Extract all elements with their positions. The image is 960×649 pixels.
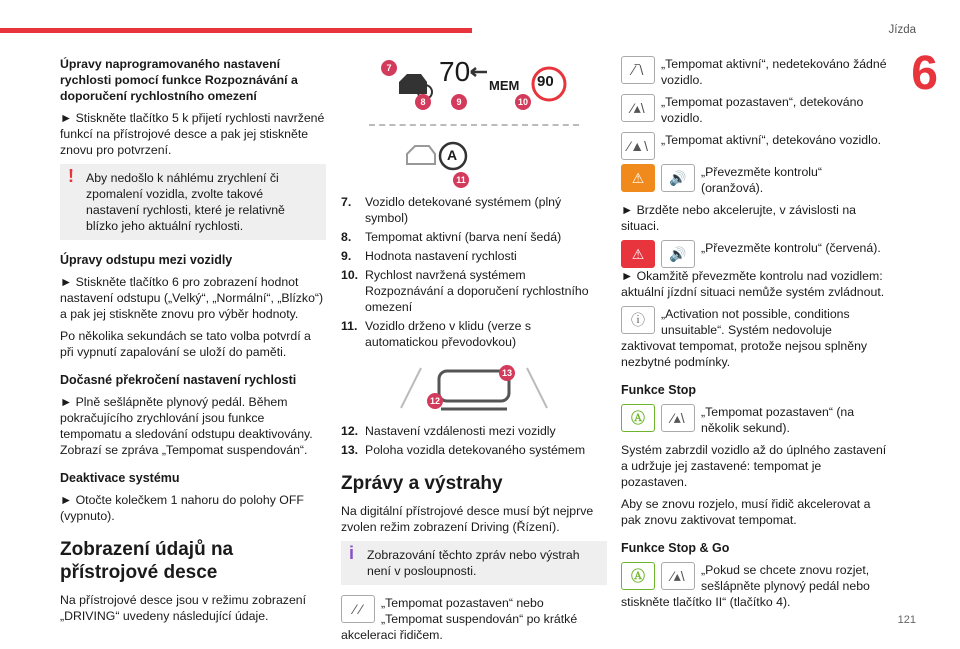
warning-text: Aby nedošlo k náhlému zrychlení či zpomalení vozidla, zvolte takové nastavení rychlosti, které je relativně blízko jeho aktuální rychlosti.: [86, 171, 285, 233]
heading-speed-adjust: Úpravy naprogramovaného nastavení rychlosti pomocí funkce Rozpoznávání a doporučení rychlostního omezení: [60, 57, 298, 103]
hold-icons: [341, 136, 607, 194]
paragraph: Aby se znovu rozjelo, musí řidič akcelerovat a pak znovu zaktivovat tempomat.: [621, 497, 871, 527]
paragraph: Na digitální přístrojové desce musí být nejprve zvolen režim zobrazení Driving (Řízení).: [341, 504, 594, 534]
paragraph: ► Otočte kolečkem 1 nahoru do polohy OFF (vypnuto).: [60, 493, 304, 523]
heading-temporary-overspeed: Dočasné překročení nastavení rychlosti: [60, 373, 297, 387]
divider: [369, 124, 579, 126]
legend-list-2: [341, 423, 607, 458]
hold-letter: A: [447, 147, 458, 163]
paragraph: ► Stiskněte tlačítko 5 k přijetí rychlosti navržené funkcí na přístrojové desce a pak jej stiskněte znovu pro potvrzení.: [60, 111, 325, 157]
heading-stop-go: Funkce Stop & Go: [621, 541, 730, 555]
column-3: [621, 56, 887, 616]
info-circle-icon: ⓘ: [621, 306, 655, 334]
speaker-icon: 🔊: [661, 240, 695, 268]
car-outline-icon: [407, 146, 435, 164]
limit-value: 90: [537, 73, 554, 90]
takeover-orange-icon: ⚠: [621, 164, 655, 192]
badge-9: 9: [451, 94, 467, 110]
badge-12: 12: [427, 393, 443, 409]
message-1: ⁄‾\ „Tempomat aktivní“, nedetekováno žádné vozidlo.: [621, 56, 887, 88]
message-paused: ⁄ ⁄ „Tempomat pozastaven“ nebo „Tempomat suspendován“ po krátké akceleraci řidičem.: [341, 596, 578, 642]
chapter-number: 6: [911, 47, 938, 100]
top-accent-bar: [0, 28, 472, 33]
badge-11: 11: [453, 172, 469, 188]
list-item: 13. Poloha vozidla detekovaného systémem: [341, 443, 586, 457]
vehicle-hold-icons: [341, 136, 607, 194]
heading-display: Zobrazení údajů na přístrojové desce: [60, 539, 234, 583]
paragraph: Po několika sekundách se tato volba potvrdí a při vypnutí zapalování se uloží do paměti.: [60, 329, 311, 359]
list-item: 7. Vozidlo detekované systémem (plný symbol): [341, 195, 562, 225]
paragraph: ► Brzděte nebo akcelerujte, v závislosti na situaci.: [621, 203, 856, 233]
warning-icon: !: [68, 166, 74, 186]
section-name: Jízda: [888, 24, 916, 36]
message-7: Ⓐ ⁄▴\ „Tempomat pozastaven“ (na několik sekund).: [621, 404, 887, 436]
info-text: Zobrazování těchto zpráv nebo výstrah není v posloupnosti.: [367, 548, 580, 578]
message-4: ⚠ 🔊 „Převezměte kontrolu“ (oranžová).: [621, 160, 887, 196]
legend-list-1: [341, 194, 607, 350]
page-number: 121: [897, 614, 916, 626]
instrument-display-illustration: [341, 58, 607, 118]
heading-messages: Zprávy a výstrahy: [341, 473, 503, 494]
car-speedometer-icon: [399, 74, 427, 94]
paragraph: Na přístrojové desce jsou v režimu zobrazení „DRIVING“ uvedeny následující údaje.: [60, 593, 307, 623]
auto-hold-green-icon: Ⓐ: [621, 404, 655, 432]
list-item: 11. Vozidlo drženo v klidu (verze s automatickou převodovkou): [341, 319, 532, 349]
paragraph: ► Plně sešlápněte plynový pedál. Během pokračujícího zrychlování jsou funkce tempomatu a sledování odstupu deaktivovány. Zobrazí se zpráva „Tempomat suspendován“.: [60, 395, 313, 457]
auto-hold-green-icon: Ⓐ: [621, 562, 655, 590]
badge-13: 13: [499, 365, 515, 381]
info-note: [341, 541, 607, 585]
paragraph: ► Stiskněte tlačítko 6 pro zobrazení hodnot nastavení odstupu („Velký“, „Normální“, „Blízko“) a pak jej stiskněte znovu pro výběr hodnoty.: [60, 275, 324, 321]
heading-stop: Funkce Stop: [621, 383, 697, 397]
road-vehicle-icon: ⁄▴\: [621, 94, 655, 122]
column-2: [341, 56, 607, 649]
heading-deactivation: Deaktivace systému: [60, 471, 180, 485]
warning-note: [60, 164, 326, 240]
info-icon: i: [349, 543, 355, 563]
mem-label: MEM: [489, 78, 520, 93]
message-8: Ⓐ ⁄▴\ „Pokud se chcete znovu rozjet, sešlápněte plynový pedál nebo stiskněte tlačítko II“ (tlačítko 4).: [621, 563, 870, 609]
message-3: ⁄▲\ „Tempomat aktivní“, detekováno vozidlo.: [621, 132, 887, 148]
distance-illustration: [341, 353, 607, 423]
lane-car-icon: [341, 353, 607, 423]
list-item: 8. Tempomat aktivní (barva není šedá): [341, 230, 562, 244]
speed-value: 70: [439, 56, 471, 87]
column-1: [60, 56, 326, 630]
paragraph: ► Okamžitě převezměte kontrolu nad vozidlem: aktuální jízdní situaci nemůže systém zvládnout.: [621, 269, 885, 299]
badge-7: 7: [381, 60, 397, 76]
paragraph: Systém zabrzdil vozidlo až do úplného zastavení a udržuje jej zastavené: tempomat je pozastaven.: [621, 443, 887, 489]
list-item: 9. Hodnota nastavení rychlosti: [341, 249, 517, 263]
road-vehicle-icon: ⁄▴\: [661, 562, 695, 590]
badge-8: 8: [415, 94, 431, 110]
road-vehicle-active-icon: ⁄▲\: [621, 132, 655, 160]
badge-10: 10: [515, 94, 531, 110]
message-6: ⓘ „Activation not possible, conditions unsuitable“. Systém nedovoluje zaktivovat tempomat, protože nejsou splněny nezbytné podmínky.: [621, 307, 868, 369]
list-item: 12. Nastavení vzdálenosti mezi vozidly: [341, 424, 556, 438]
cruise-paused-icon: ⁄ ⁄: [341, 595, 375, 623]
heading-distance: Úpravy odstupu mezi vozidly: [60, 253, 233, 267]
road-vehicle-icon: ⁄▴\: [661, 404, 695, 432]
message-2: ⁄▴\ „Tempomat pozastaven“, detekováno vozidlo.: [621, 94, 887, 126]
list-item: 10. Rychlost navržená systémem Rozpoznávání a doporučení rychlostního omezení: [341, 268, 589, 314]
takeover-red-icon: ⚠: [621, 240, 655, 268]
speaker-icon: 🔊: [661, 164, 695, 192]
message-5: ⚠ 🔊 „Převezměte kontrolu“ (červená).: [621, 240, 887, 256]
road-icon: ⁄‾\: [621, 56, 655, 84]
mem-arrow-icon: [471, 68, 487, 76]
